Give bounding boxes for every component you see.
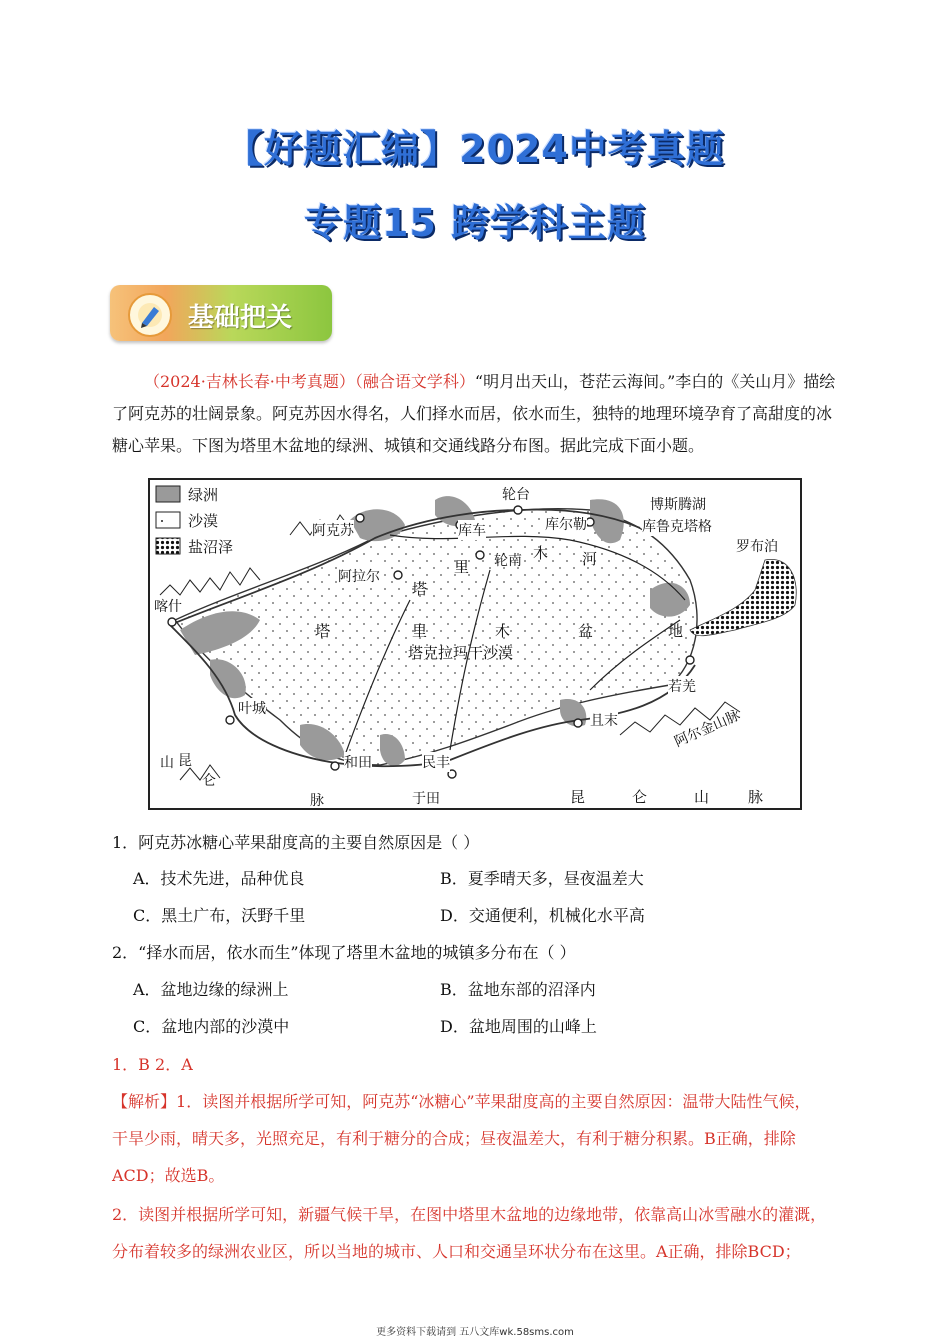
legend-label-oasis: 绿洲: [188, 486, 219, 504]
analysis-2-line-1: 2．读图并根据所学可知，新疆气候干旱，在图中塔里木盆地的边缘地带，依靠高山冰雪融水的灌溉，: [112, 1205, 827, 1224]
salt-marsh: [690, 559, 796, 635]
place-lop-nur: 罗布泊: [736, 536, 778, 556]
place-kuruktag: 库鲁克塔格: [642, 516, 712, 536]
basin-label-2: 里: [412, 622, 428, 640]
mountain-kunlun-3: 山: [694, 788, 710, 806]
legend-desert-swatch: [156, 512, 180, 528]
analysis-1-line-3: ACD；故选B。: [112, 1166, 225, 1185]
analysis-1-line-1: [112, 1089, 811, 1112]
section-badge: [110, 285, 332, 341]
place-yutian: 于田: [412, 788, 440, 808]
analysis-tag: 【解析】: [112, 1092, 177, 1111]
river-label-3: 木: [533, 544, 549, 562]
answer-key: 1．B 2．A: [112, 1055, 193, 1074]
place-yecheng: 叶城: [238, 698, 266, 718]
place-lunnan: 轮南: [494, 553, 522, 569]
mountain-fragment-west: 山: [160, 755, 174, 771]
question-source: （2024·吉林长春·中考真题）（融合语文学科）: [144, 372, 475, 391]
legend-salt-swatch: [156, 538, 180, 554]
mountain-altun: 阿尔金山脉: [672, 707, 743, 751]
page-footer: 更多资料下载请到 五八文库wk.58sms.com: [376, 1327, 574, 1338]
place-aral: 阿拉尔: [338, 566, 380, 586]
question-1-option-d[interactable]: D．交通便利，机械化水平高: [440, 906, 645, 925]
question-1-option-c[interactable]: C．黑土广布，沃野千里: [133, 906, 306, 925]
analysis-2-line-2: 分布着较多的绿洲农业区，所以当地的城市、人口和交通呈环状分布在这里。A正确，排除BCD；: [112, 1242, 801, 1261]
legend-label-desert: 沙漠: [188, 512, 219, 530]
basin-label-5: 地: [668, 622, 684, 640]
place-luntai: 轮台: [502, 484, 530, 504]
question-2-option-c[interactable]: C．盆地内部的沙漠中: [133, 1017, 290, 1036]
desert-area: [175, 509, 697, 765]
mountain-kunlun-4: 脉: [748, 788, 764, 806]
page-subtitle: 专题15 跨学科主题: [303, 201, 647, 245]
legend-label-salt-marsh: 盐沼泽: [188, 538, 234, 556]
pen-icon: [128, 293, 172, 337]
legend-oasis-swatch: [156, 486, 180, 502]
river-label-2: 里: [454, 558, 470, 576]
question-2-option-d[interactable]: D．盆地周围的山峰上: [440, 1017, 597, 1036]
place-taklamakan: 塔克拉玛干沙漠: [408, 644, 514, 662]
tarim-basin-map: [148, 478, 802, 810]
intro-paragraph: [112, 366, 842, 462]
place-minfeng: 民丰: [422, 752, 450, 772]
question-1-stem: 1．阿克苏冰糖心苹果甜度高的主要自然原因是（ ）: [112, 833, 480, 852]
question-2-option-b[interactable]: B．盆地东部的沼泽内: [440, 980, 596, 999]
place-kuqa: 库车: [458, 520, 486, 540]
page-title: 【好题汇编】2024中考真题: [225, 127, 725, 171]
question-2-stem: 2．“择水而居，依水而生”体现了塔里木盆地的城镇多分布在（ ）: [112, 943, 576, 962]
question-2-option-a[interactable]: A．盆地边缘的绿洲上: [133, 980, 289, 999]
mountain-kunlun-west-1: 昆: [178, 753, 192, 769]
place-korla: 库尔勒: [545, 514, 587, 534]
analysis-1-text: 1．读图并根据所学可知，阿克苏“冰糖心”苹果甜度高的主要自然原因：温带大陆性气候，: [176, 1092, 811, 1111]
intro-text: “明月出天山，苍茫云海间。”李白的《关山月》描绘了阿克苏的壮阔景象。阿克苏因水得名，人们择水而居，依水而生，独特的地理环境孕育了高甜度的冰糖心苹果。下图为塔里木盆地的绿洲、城镇和交通线路分布图。据此完成下面小题。: [112, 372, 836, 455]
place-qiemo: 且末: [590, 710, 618, 730]
analysis-1-line-2: 干旱少雨，晴天多，光照充足，有利于糖分的合成；昼夜温差大，有利于糖分积累。B正确，排除: [112, 1129, 796, 1148]
section-badge-label: 基础把关: [188, 303, 293, 333]
river-label-4: 河: [582, 550, 598, 568]
mountain-kunlun-2: 仑: [632, 788, 648, 806]
basin-label-4: 盆: [578, 622, 594, 640]
mountain-kunlun-west-2: 仑: [202, 773, 216, 789]
place-hotan: 和田: [344, 752, 372, 772]
mountain-kunlun-1: 昆: [570, 788, 586, 806]
basin-label-1: 塔: [315, 622, 331, 640]
question-1-option-b[interactable]: B．夏季晴天多，昼夜温差大: [440, 869, 644, 888]
basin-label-3: 木: [495, 622, 511, 640]
place-kashgar: 喀什: [154, 596, 182, 616]
place-aksu: 阿克苏: [312, 520, 354, 540]
place-bosten-lake: 博斯腾湖: [650, 494, 706, 514]
question-1-option-a[interactable]: A．技术先进，品种优良: [133, 869, 305, 888]
mountain-fragment-south: 脉: [310, 793, 324, 809]
place-ruoqiang: 若羌: [668, 676, 696, 696]
river-label-1: 塔: [412, 580, 428, 598]
